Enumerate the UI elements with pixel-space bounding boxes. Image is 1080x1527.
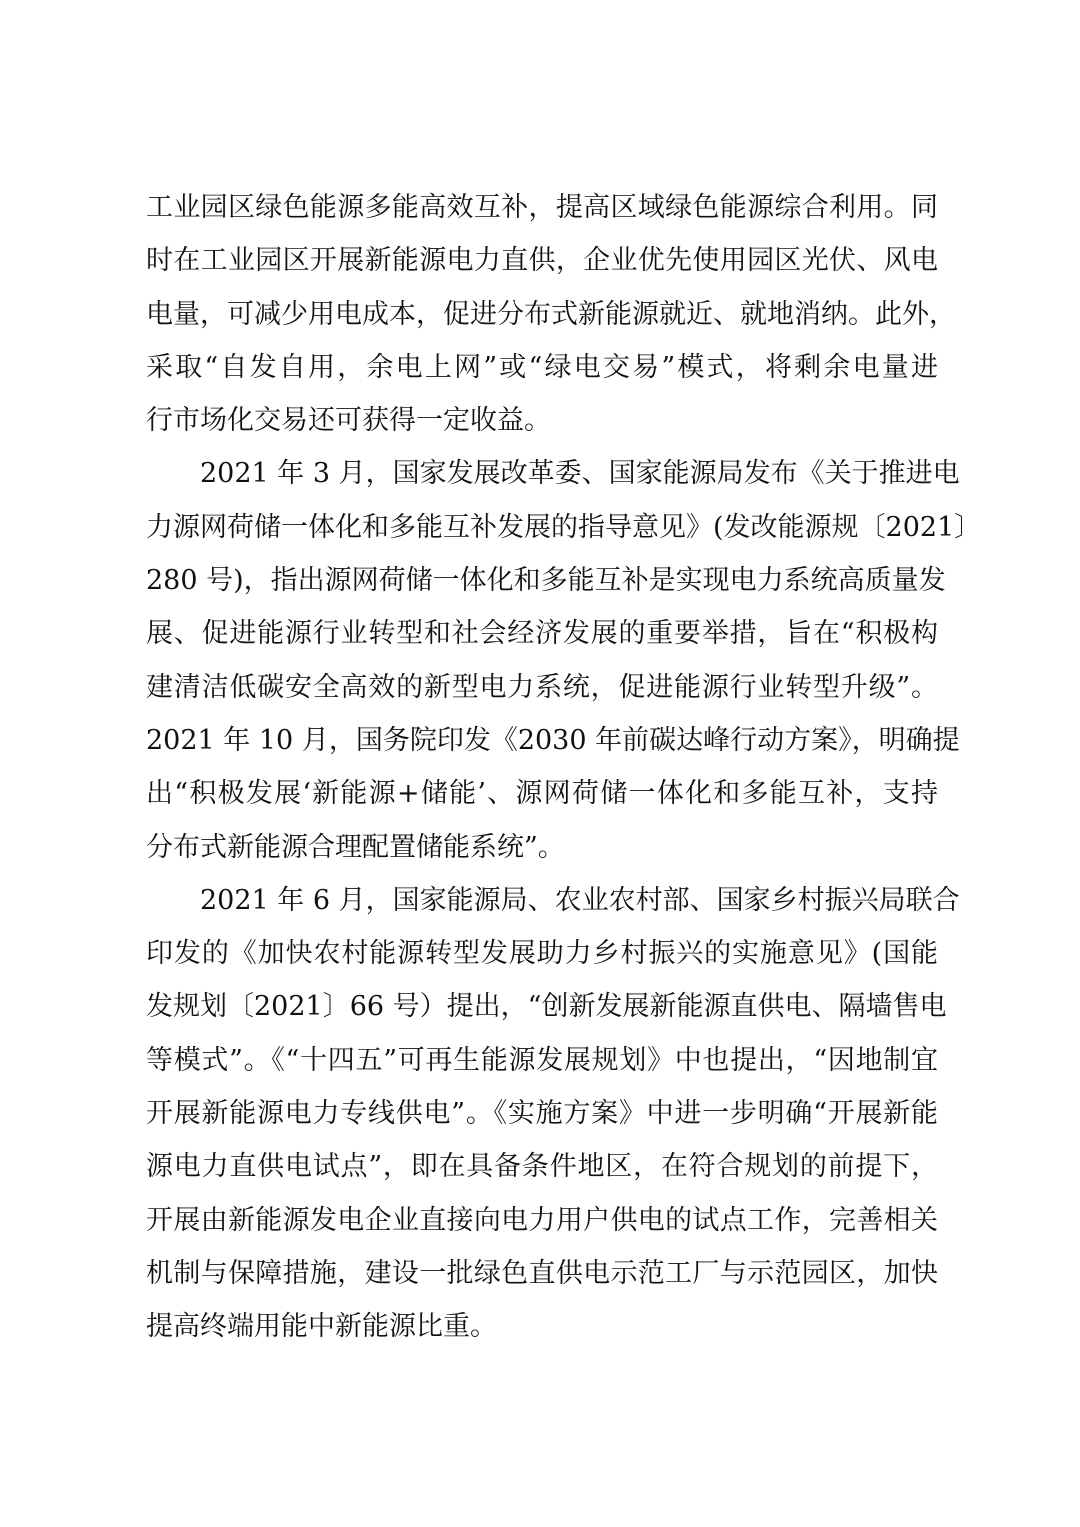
paragraph-2-line-8: 分布式新能源合理配置储能系统”。 (146, 831, 565, 863)
paragraph-3-line-2: 印发的《加快农村能源转型发展助力乡村振兴的实施意见》(国能 (146, 938, 938, 970)
paragraph-1-line-5: 行市场化交易还可获得一定收益。 (146, 405, 551, 437)
paragraph-1-line-1: 工业园区绿色能源多能高效互补，提高区域绿色能源综合利用。同 (146, 192, 938, 223)
paragraph-2-line-6: 2021 年 10 月，国务院印发《2030 年前碳达峰行动方案》，明确提 (146, 724, 960, 756)
paragraph-3-line-5: 开展新能源电力专线供电”。《实施方案》中进一步明确“开展新能 (146, 1098, 938, 1130)
document-body (146, 181, 982, 1354)
paragraph-2-line-2: 力源网荷储一体化和多能互补发展的指导意见》(发改能源规〔2021〕 (146, 511, 982, 543)
paragraph-3-line-4: 等模式”。《“十四五”可再生能源发展规划》中也提出，“因地制宜 (146, 1044, 938, 1076)
paragraph-2-line-1: 2021 年 3 月，国家发展改革委、国家能源局发布《关于推进电 (200, 458, 960, 490)
paragraph-2-line-3: 280 号)，指出源网荷储一体化和多能互补是实现电力系统高质量发 (146, 565, 946, 597)
paragraph-2-line-4: 展、促进能源行业转型和社会经济发展的重要举措，旨在“积极构 (146, 618, 938, 650)
paragraph-3-line-3: 发规划〔2021〕66 号）提出，“创新发展新能源直供电、隔墙售电 (146, 991, 947, 1023)
paragraph-3-line-8: 机制与保障措施，建设一批绿色直供电示范工厂与示范园区，加快 (146, 1257, 938, 1289)
paragraph-2-line-7: 出“积极发展‘新能源+储能’、源网荷储一体化和多能互补，支持 (146, 778, 938, 810)
paragraph-1-line-4: 采取“自发自用，余电上网”或“绿电交易”模式，将剩余电量进 (146, 351, 938, 383)
paragraph-3-line-9: 提高终端用能中新能源比重。 (146, 1311, 497, 1343)
paragraph-3-line-7: 开展由新能源发电企业直接向电力用户供电的试点工作，完善相关 (146, 1204, 938, 1236)
paragraph-2-line-5: 建清洁低碳安全高效的新型电力系统，促进能源行业转型升级”。 (146, 671, 938, 703)
paragraph-1-line-3: 电量，可减少用电成本，促进分布式新能源就近、就地消纳。此外， (146, 298, 956, 330)
paragraph-1-line-2: 时在工业园区开展新能源电力直供，企业优先使用园区光伏、风电 (146, 245, 938, 277)
paragraph-3-line-6: 源电力直供电试点”，即在具备条件地区，在符合规划的前提下， (146, 1151, 938, 1183)
paragraph-3-line-1: 2021 年 6 月，国家能源局、农业农村部、国家乡村振兴局联合 (200, 884, 960, 916)
